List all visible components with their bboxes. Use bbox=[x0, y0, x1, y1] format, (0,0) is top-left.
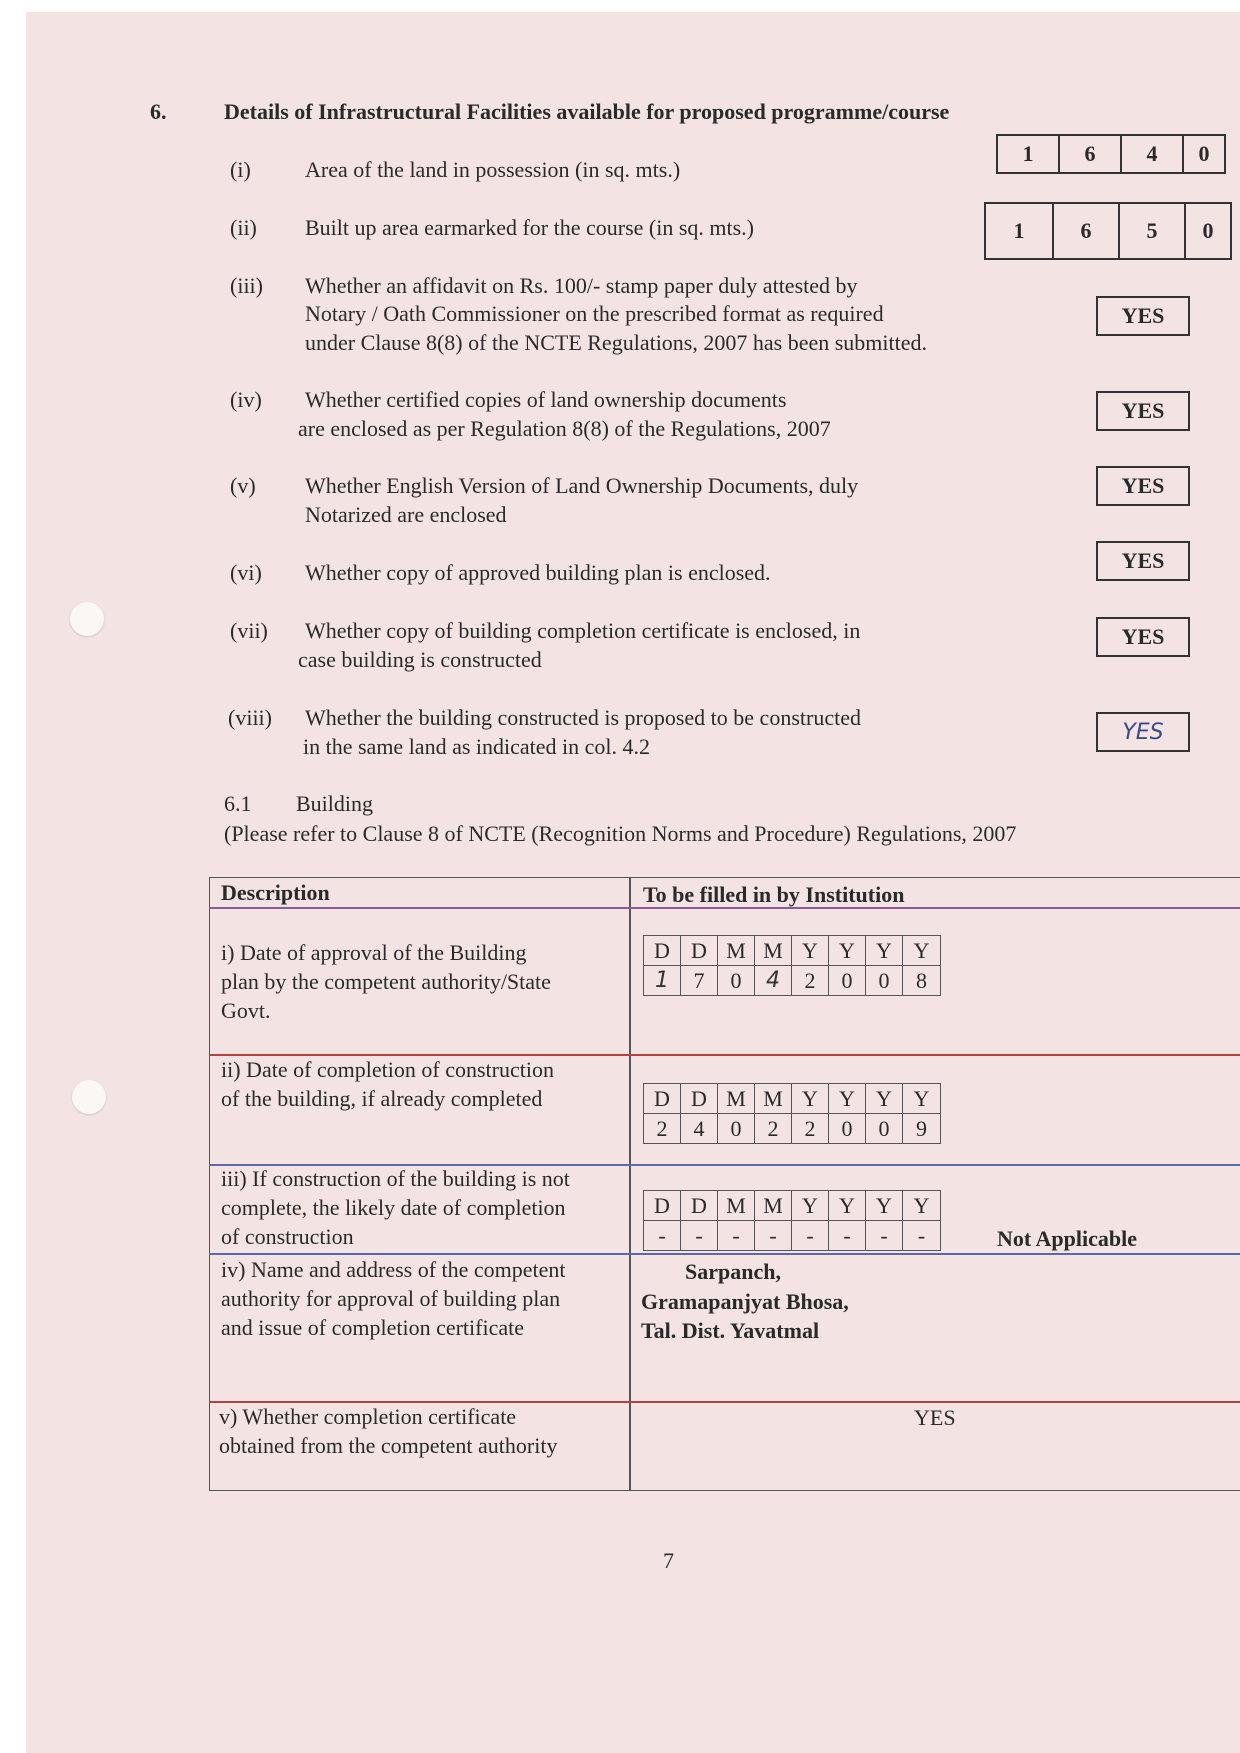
date-grid-header: D bbox=[644, 1191, 681, 1221]
date-grid-header: D bbox=[681, 1084, 718, 1114]
subsection-number: 6.1 bbox=[224, 791, 252, 816]
row-description: plan by the competent authority/State bbox=[221, 969, 551, 994]
digit-cell: 1 bbox=[1013, 218, 1025, 243]
date-grid-header: Y bbox=[792, 936, 829, 966]
date-digit: 0 bbox=[829, 966, 866, 995]
scan-edge bbox=[0, 0, 26, 1753]
date-grid-header: Y bbox=[903, 1191, 940, 1221]
item-text: in the same land as indicated in col. 4.2 bbox=[303, 734, 651, 759]
likely-date-grid bbox=[643, 1190, 941, 1251]
row-description: ii) Date of completion of construction bbox=[221, 1057, 554, 1082]
date-grid-header: M bbox=[755, 1191, 792, 1221]
date-digit: 2 bbox=[792, 966, 829, 995]
date-grid-header: Y bbox=[829, 1191, 866, 1221]
row-description: complete, the likely date of completion bbox=[221, 1195, 566, 1220]
authority-name: Sarpanch, bbox=[685, 1259, 781, 1284]
date-digit: 7 bbox=[681, 966, 718, 995]
date-grid-header: D bbox=[681, 1191, 718, 1221]
date-digit: 0 bbox=[866, 1114, 903, 1143]
item-text: Area of the land in possession (in sq. mts.) bbox=[305, 157, 681, 182]
item-text: under Clause 8(8) of the NCTE Regulations, 2007 has been submitted. bbox=[305, 330, 927, 355]
date-digit: 9 bbox=[916, 1115, 927, 1141]
land-area-digits bbox=[996, 134, 1226, 174]
digit-cell: 5 bbox=[1118, 204, 1184, 258]
digit-cell: 4 bbox=[1120, 136, 1182, 172]
date-digit: 8 bbox=[916, 967, 927, 993]
date-grid-header: Y bbox=[829, 936, 866, 966]
item-text: case building is constructed bbox=[298, 647, 542, 672]
date-grid-header: Y bbox=[903, 936, 940, 966]
date-digit: 4 bbox=[681, 1114, 718, 1143]
date-digit: 1 bbox=[644, 966, 681, 995]
subsection-title: Building bbox=[296, 791, 374, 816]
date-digit: 0 bbox=[866, 966, 903, 995]
scan-top-edge bbox=[0, 0, 1240, 12]
table-header-institution: To be filled in by Institution bbox=[643, 882, 905, 907]
item-number: (ii) bbox=[230, 215, 257, 240]
page-number: 7 bbox=[663, 1548, 674, 1573]
date-grid-header: D bbox=[644, 936, 681, 966]
digit-cell: 6 bbox=[1058, 136, 1120, 172]
item-number: (vi) bbox=[230, 560, 262, 585]
item-text: Notarized are enclosed bbox=[305, 502, 507, 527]
same-land-answer-box: YES bbox=[1096, 712, 1190, 752]
row-description: of construction bbox=[221, 1224, 354, 1249]
row-description: obtained from the competent authority bbox=[219, 1433, 558, 1458]
item-text: Whether the building constructed is proposed to be constructed bbox=[305, 705, 861, 730]
date-digit: 2 bbox=[792, 1114, 829, 1143]
date-grid-header: D bbox=[644, 1084, 681, 1114]
item-number: (v) bbox=[230, 473, 256, 498]
date-grid-header: Y bbox=[866, 936, 903, 966]
item-text: Whether copy of approved building plan is enclosed. bbox=[305, 560, 771, 585]
item-text: Notary / Oath Commissioner on the prescribed format as required bbox=[305, 301, 884, 326]
date-grid-header: M bbox=[718, 1191, 755, 1221]
row-description: and issue of completion certificate bbox=[221, 1315, 524, 1340]
date-digit: 4 bbox=[755, 966, 792, 995]
item-text: Whether English Version of Land Ownership Documents, duly bbox=[305, 473, 859, 498]
not-applicable-label: Not Applicable bbox=[997, 1226, 1137, 1251]
item-number: (i) bbox=[230, 157, 251, 182]
date-grid-header: D bbox=[681, 936, 718, 966]
row-description: Govt. bbox=[221, 998, 271, 1023]
english-version-answer-box: YES bbox=[1096, 466, 1190, 506]
authority-address: Tal. Dist. Yavatmal bbox=[641, 1318, 820, 1343]
table-row-divider bbox=[209, 1253, 1240, 1255]
date-digit: 0 bbox=[718, 1114, 755, 1143]
row-description: of the building, if already completed bbox=[221, 1086, 543, 1111]
row-description: v) Whether completion certificate bbox=[219, 1404, 517, 1429]
authority-address: Gramapanjyat Bhosa, bbox=[641, 1289, 849, 1314]
date-grid-header: M bbox=[718, 1084, 755, 1114]
item-text: Whether copy of building completion certificate is enclosed, in bbox=[305, 618, 861, 643]
section-title: Details of Infrastructural Facilities available for proposed programme/course bbox=[224, 99, 950, 124]
date-digit: - bbox=[755, 1221, 792, 1250]
land-docs-answer-box: YES bbox=[1096, 391, 1190, 431]
subsection-note: (Please refer to Clause 8 of NCTE (Recognition Norms and Procedure) Regulations, 2007 bbox=[224, 821, 1017, 846]
date-digit: - bbox=[866, 1221, 903, 1250]
item-number: (viii) bbox=[228, 705, 272, 730]
date-grid-header: M bbox=[755, 1084, 792, 1114]
section-number: 6. bbox=[150, 99, 167, 124]
digit-cell: 0 bbox=[1184, 204, 1230, 258]
digit-cell: 0 bbox=[1182, 136, 1224, 172]
approval-date-grid bbox=[643, 935, 941, 996]
date-digit: - bbox=[917, 1222, 926, 1248]
item-number: (iv) bbox=[230, 387, 262, 412]
date-digit: 2 bbox=[644, 1114, 681, 1143]
completion-date-grid bbox=[643, 1083, 941, 1144]
date-digit: - bbox=[792, 1221, 829, 1250]
row-description: iii) If construction of the building is not bbox=[221, 1166, 570, 1191]
date-digit: 0 bbox=[718, 966, 755, 995]
item-text: Whether an affidavit on Rs. 100/- stamp paper duly attested by bbox=[305, 273, 858, 298]
date-digit: - bbox=[644, 1221, 681, 1250]
table-column-divider bbox=[629, 877, 631, 1490]
date-digit: - bbox=[718, 1221, 755, 1250]
punch-hole bbox=[72, 1080, 106, 1114]
date-grid-header: M bbox=[755, 936, 792, 966]
digit-cell: 6 bbox=[1052, 204, 1118, 258]
table-header-description: Description bbox=[221, 880, 330, 905]
item-number: (vii) bbox=[230, 618, 268, 643]
item-number: (iii) bbox=[230, 273, 263, 298]
date-grid-header: Y bbox=[792, 1084, 829, 1114]
date-grid-header: Y bbox=[792, 1191, 829, 1221]
date-digit: 2 bbox=[755, 1114, 792, 1143]
built-area-digits bbox=[984, 202, 1232, 260]
date-grid-header: Y bbox=[903, 1084, 940, 1114]
row-description: authority for approval of building plan bbox=[221, 1286, 561, 1311]
item-text: Whether certified copies of land ownership documents bbox=[305, 387, 787, 412]
date-digit: - bbox=[829, 1221, 866, 1250]
date-grid-header: M bbox=[718, 936, 755, 966]
date-grid-header: Y bbox=[829, 1084, 866, 1114]
digit-cell: 1 bbox=[1022, 141, 1034, 166]
item-text: are enclosed as per Regulation 8(8) of the Regulations, 2007 bbox=[298, 416, 831, 441]
building-plan-answer-box: YES bbox=[1096, 541, 1190, 581]
row-description: i) Date of approval of the Building bbox=[221, 940, 527, 965]
completion-cert-answer-box: YES bbox=[1096, 617, 1190, 657]
row-description: iv) Name and address of the competent bbox=[221, 1257, 566, 1282]
item-text: Built up area earmarked for the course (in sq. mts.) bbox=[305, 215, 755, 240]
affidavit-answer-box: YES bbox=[1096, 296, 1190, 336]
date-digit: - bbox=[681, 1221, 718, 1250]
date-grid-header: Y bbox=[866, 1191, 903, 1221]
date-digit: 0 bbox=[829, 1114, 866, 1143]
completion-certificate-answer: YES bbox=[914, 1405, 956, 1430]
date-grid-header: Y bbox=[866, 1084, 903, 1114]
punch-hole bbox=[70, 602, 104, 636]
